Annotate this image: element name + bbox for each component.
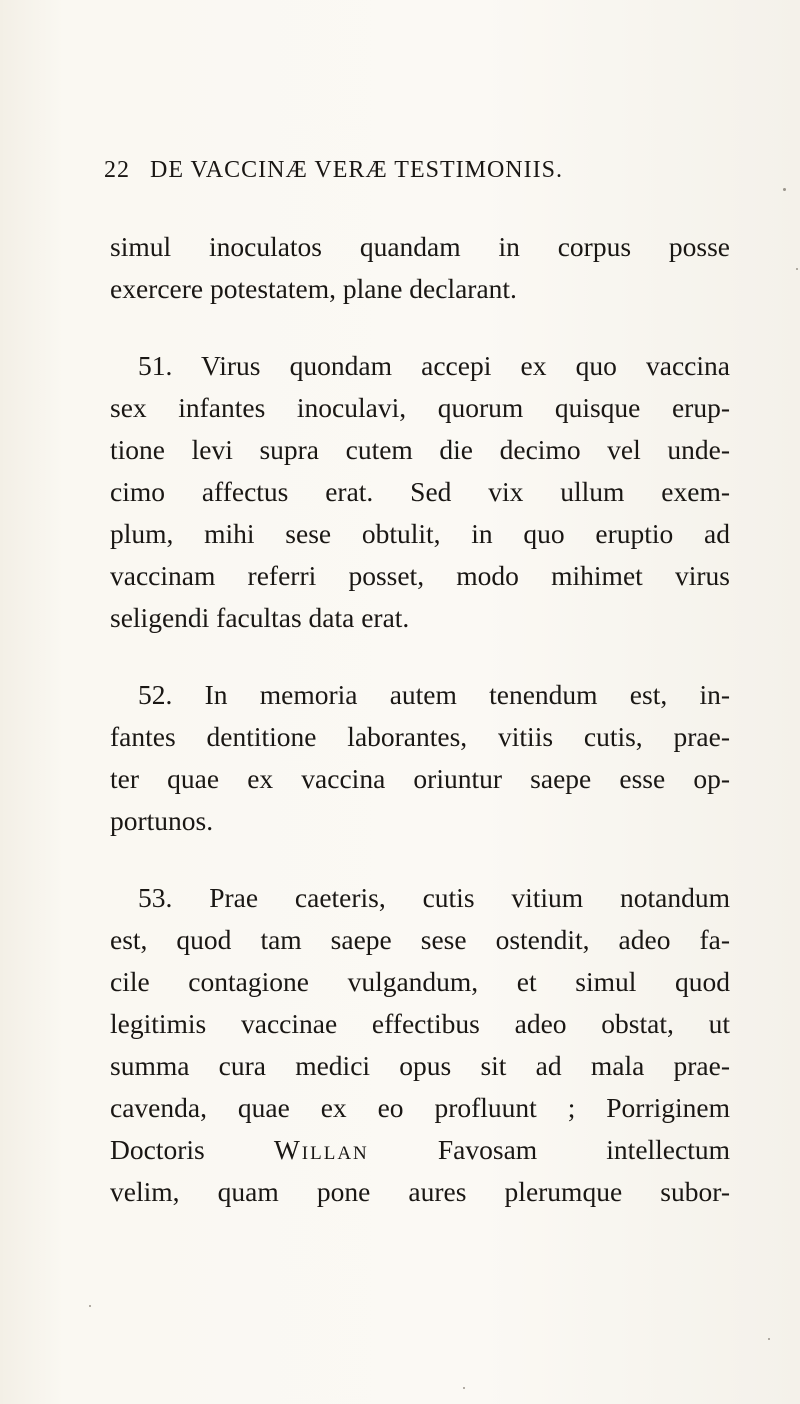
text-line: 51. Virus quondam accepi ex quo vaccina	[138, 350, 730, 381]
text-line: summa cura medici opus sit ad mala prae-	[110, 1050, 730, 1081]
running-head	[104, 150, 744, 190]
text-line: 52. In memoria autem tenendum est, in-	[138, 679, 730, 710]
text-line: velim, quam pone aures plerumque subor-	[110, 1176, 730, 1207]
text-line: ter quae ex vaccina oriuntur saepe esse op-	[110, 763, 730, 794]
paper-speck	[796, 268, 798, 270]
text-line: sex infantes inoculavi, quorum quisque erup-	[110, 392, 730, 423]
paper-speck	[89, 1305, 91, 1307]
text-line: fantes dentitione laborantes, vitiis cutis, prae-	[110, 721, 730, 752]
running-title: DE VACCINÆ VERÆ TESTIMONIIS.	[150, 157, 563, 183]
paper-speck	[463, 1387, 465, 1389]
text-line: est, quod tam saepe sese ostendit, adeo fa-	[110, 924, 730, 955]
text-line: simul inoculatos quandam in corpus posse	[110, 231, 730, 262]
body-text	[110, 226, 730, 1213]
text-line: portunos.	[110, 805, 214, 836]
paper-speck	[768, 1338, 770, 1340]
text-line: seligendi facultas data erat.	[110, 602, 410, 633]
text-line-with-name	[110, 1129, 730, 1171]
paragraph-gap	[110, 639, 730, 674]
text-line: cile contagione vulgandum, et simul quod	[110, 966, 730, 997]
text-line: legitimis vaccinae effectibus adeo obstat, ut	[110, 1008, 730, 1039]
text-line: cavenda, quae ex eo profluunt ; Porriginem	[110, 1092, 730, 1123]
text-line: tione levi supra cutem die decimo vel unde-	[110, 434, 730, 465]
line-start: Doctoris	[110, 1134, 274, 1165]
text-line: vaccinam referri posset, modo mihimet virus	[110, 560, 730, 591]
paragraph-gap	[110, 842, 730, 877]
paragraph-gap	[110, 310, 730, 345]
paper-speck	[783, 188, 786, 191]
text-line: 53. Prae caeteris, cutis vitium notandum	[138, 882, 730, 913]
text-line: plum, mihi sese obtulit, in quo eruptio ad	[110, 518, 730, 549]
page-number: 22	[104, 157, 130, 183]
line-end: Favosam intellectum	[368, 1134, 730, 1165]
text-line: exercere potestatem, plane declarant.	[110, 273, 517, 304]
author-name: Willan	[273, 1134, 369, 1165]
text-line: cimo affectus erat. Sed vix ullum exem-	[110, 476, 730, 507]
